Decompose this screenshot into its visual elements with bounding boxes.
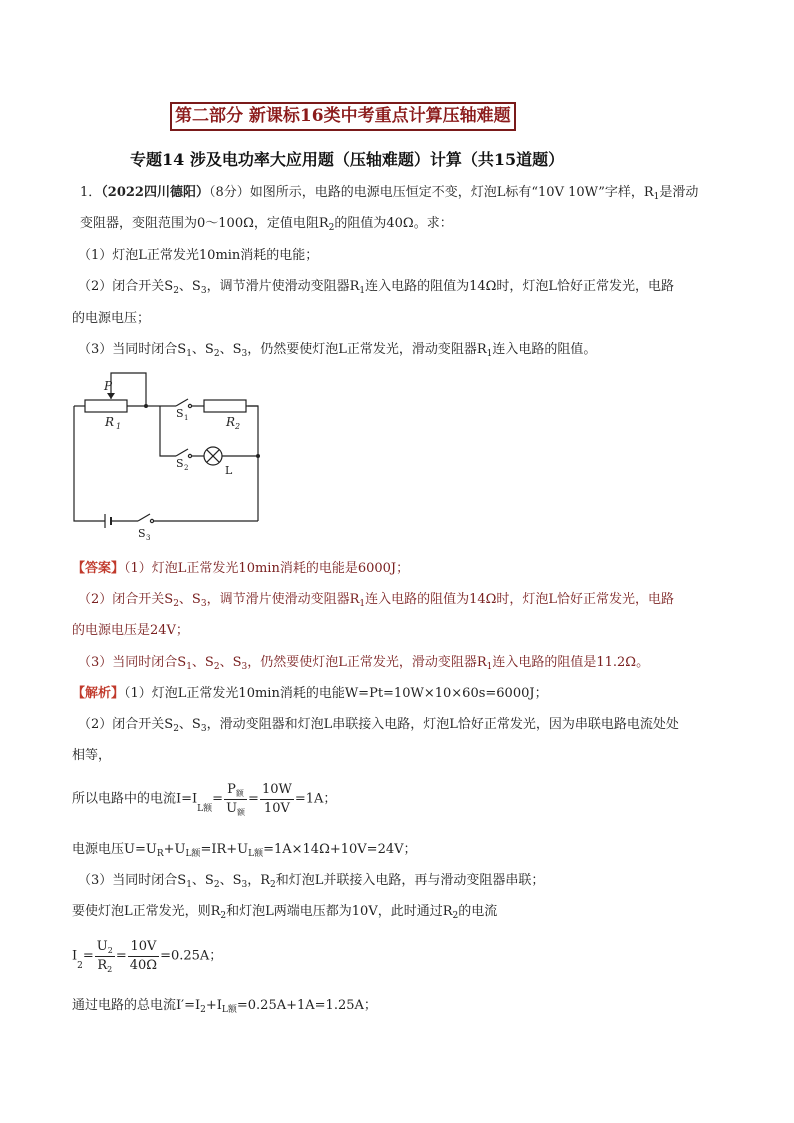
numerator bbox=[95, 938, 115, 957]
q-text: 、S bbox=[178, 279, 201, 294]
problem-number: 1． bbox=[80, 185, 102, 200]
analysis-line-2-cont: 相等， bbox=[72, 748, 112, 763]
subscript: 2 bbox=[107, 965, 113, 974]
denominator bbox=[95, 957, 115, 975]
answer-line-2 bbox=[78, 592, 674, 608]
q-text: ，仍然要使灯泡L正常发光，滑动变阻器R bbox=[247, 342, 487, 357]
subscript: L额 bbox=[248, 849, 264, 859]
answer-line-3 bbox=[78, 655, 649, 671]
analysis-text: 、S bbox=[219, 873, 242, 888]
subscript: 1 bbox=[186, 662, 192, 672]
q-text: 、S bbox=[219, 342, 242, 357]
subscript: 1 bbox=[486, 349, 493, 359]
equation-text: +I bbox=[205, 998, 222, 1013]
subscript: 3 bbox=[200, 286, 207, 296]
current-equation bbox=[72, 781, 336, 818]
label-s3: S bbox=[138, 527, 146, 540]
numerator: 10W bbox=[260, 781, 294, 800]
analysis-line-2 bbox=[78, 717, 679, 733]
subscript: 2 bbox=[173, 724, 179, 734]
subscript: 2 bbox=[173, 599, 179, 609]
fraction-p-over-u bbox=[224, 781, 247, 818]
label-s1: S bbox=[176, 407, 184, 420]
equals: = bbox=[115, 948, 127, 964]
answer-text: ，仍然要使灯泡L正常发光，滑动变阻器R bbox=[247, 655, 487, 670]
analysis-tag: 【解析】 bbox=[72, 686, 125, 701]
switch-s3-blade bbox=[138, 514, 150, 521]
answer-text: 连入电路的阻值为14Ω时，灯泡L恰好正常发光，电路 bbox=[365, 592, 675, 607]
i2-equation bbox=[72, 938, 222, 975]
part-title: 第二部分 新课标16类中考重点计算压轴难题 bbox=[170, 102, 516, 131]
problem-source: （2022四川德阳） bbox=[101, 185, 209, 200]
equation-text: =1A×14Ω+10V=24V； bbox=[263, 842, 417, 857]
question-1: （1）灯泡L正常发光10min消耗的电能； bbox=[78, 248, 319, 263]
answer-text: （1）灯泡L正常发光10min消耗的电能是6000J； bbox=[124, 561, 410, 576]
subscript: R bbox=[156, 849, 164, 859]
subscript: L额 bbox=[197, 804, 213, 814]
switch-s2-blade bbox=[176, 449, 188, 456]
symbol: U bbox=[96, 939, 108, 954]
label-l: L bbox=[225, 464, 233, 477]
analysis-text: 和灯泡L两端电压都为10V，此时通过R bbox=[226, 904, 453, 919]
subscript: 1 bbox=[186, 880, 192, 890]
subscript: 1 bbox=[653, 192, 660, 202]
subscript: L额 bbox=[185, 849, 201, 859]
subscript: 3 bbox=[200, 724, 207, 734]
numerator: 10V bbox=[128, 938, 159, 957]
wire-branch-down bbox=[160, 406, 176, 456]
label-r1-sub: 1 bbox=[116, 422, 122, 431]
subscript: 1 bbox=[486, 662, 493, 672]
analysis-text: （1）灯泡L正常发光10min消耗的电能W=Pt=10W×10×60s=6000J； bbox=[124, 686, 548, 701]
stem-text: 变阻器，变阻范围为0～100Ω，定值电阻R bbox=[80, 216, 329, 231]
denominator: 40Ω bbox=[129, 958, 158, 973]
switch-s2-contact bbox=[188, 454, 191, 457]
stem-text: 的阻值为40Ω。求： bbox=[334, 216, 453, 231]
stem-text: 如图所示，电路的电源电压恒定不变，灯泡L标有“10V 10W”字样，R bbox=[249, 185, 654, 200]
subscript: 3 bbox=[200, 599, 207, 609]
resistor-r2 bbox=[204, 400, 246, 412]
label-r2: R bbox=[226, 415, 236, 429]
switch-s1-blade bbox=[176, 399, 188, 406]
analysis-text: ，滑动变阻器和灯泡L串联接入电路，灯泡L恰好正常发光，因为串联电路电流处处 bbox=[206, 717, 679, 732]
subscript: 1 bbox=[359, 286, 366, 296]
answer-text: ，调节滑片使滑动变阻器R bbox=[206, 592, 360, 607]
problem-line-1 bbox=[80, 185, 698, 201]
analysis-text: 、S bbox=[191, 873, 214, 888]
label-s2: S bbox=[176, 457, 184, 470]
symbol: R bbox=[97, 958, 108, 973]
subscript: 2 bbox=[77, 961, 83, 971]
analysis-text: （2）闭合开关S bbox=[78, 717, 174, 732]
voltage-equation bbox=[72, 842, 417, 858]
numerator bbox=[224, 781, 247, 800]
q-text: （3）当同时闭合S bbox=[78, 342, 187, 357]
q-text: 连入电路的阻值。 bbox=[492, 342, 597, 357]
result: =0.25A； bbox=[160, 948, 223, 964]
total-current-equation bbox=[72, 998, 377, 1014]
answer-text: （2）闭合开关S bbox=[78, 592, 174, 607]
fraction-u2-over-r2 bbox=[95, 938, 115, 975]
result: =1A； bbox=[294, 791, 337, 807]
equation-text: 电源电压U=U bbox=[72, 842, 157, 857]
label-r2-sub: 2 bbox=[235, 422, 241, 431]
question-3 bbox=[78, 342, 596, 358]
subscript: 2 bbox=[270, 880, 276, 890]
symbol: U bbox=[226, 801, 238, 816]
switch-s1-contact bbox=[188, 404, 191, 407]
question-2 bbox=[78, 279, 674, 295]
q-text: 、S bbox=[191, 342, 214, 357]
problem-line-2 bbox=[80, 216, 453, 232]
equation-text: =0.25A+1A=1.25A； bbox=[236, 998, 377, 1013]
q-text: （2）闭合开关S bbox=[78, 279, 174, 294]
subscript: 2 bbox=[220, 911, 227, 921]
equation-text: 通过电路的总电流I′=I bbox=[72, 998, 201, 1013]
subscript: 3 bbox=[241, 662, 248, 672]
equation-text: +U bbox=[163, 842, 186, 857]
label-p: P bbox=[104, 379, 113, 393]
subscript: 2 bbox=[452, 911, 459, 921]
analysis-line-4 bbox=[72, 904, 497, 920]
fraction-10v-over-40ohm bbox=[128, 938, 159, 975]
q-text: ，调节滑片使滑动变阻器R bbox=[206, 279, 360, 294]
equation-text: =IR+U bbox=[200, 842, 249, 857]
symbol: P bbox=[227, 782, 236, 797]
answer-text: 、S bbox=[219, 655, 242, 670]
subscript: 2 bbox=[200, 1005, 206, 1015]
subscript: 1 bbox=[186, 349, 192, 359]
topic-title: 专题14 涉及电功率大应用题（压轴难题）计算（共15道题） bbox=[130, 150, 565, 169]
analysis-line-1 bbox=[72, 686, 548, 702]
symbol: I bbox=[72, 948, 78, 964]
fraction-10w-over-10v bbox=[260, 781, 294, 818]
subscript: 2 bbox=[107, 946, 113, 955]
answer-text: 、S bbox=[178, 592, 201, 607]
switch-s3-contact bbox=[150, 519, 153, 522]
label-s2-sub: 2 bbox=[184, 464, 189, 472]
equals: = bbox=[82, 948, 94, 964]
answer-line-1 bbox=[72, 561, 409, 577]
subscript: 2 bbox=[213, 880, 220, 890]
denominator: 10V bbox=[263, 801, 290, 816]
wire-left bbox=[74, 406, 105, 521]
label-r1: R bbox=[105, 415, 115, 429]
equals: = bbox=[248, 791, 259, 807]
analysis-text: （3）当同时闭合S bbox=[78, 873, 187, 888]
equation-text: 所以电路中的电流I=I bbox=[72, 791, 198, 807]
equals: = bbox=[212, 791, 224, 807]
analysis-text: 要使灯泡L正常发光，则R bbox=[72, 904, 221, 919]
resistor-r1 bbox=[85, 400, 127, 412]
problem-points: （8分） bbox=[208, 185, 250, 200]
q-text: 连入电路的阻值为14Ω时，灯泡L恰好正常发光，电路 bbox=[365, 279, 675, 294]
wire-right bbox=[248, 406, 258, 521]
analysis-text: 的电流 bbox=[458, 904, 498, 919]
subscript: 额 bbox=[235, 789, 244, 798]
answer-text: 连入电路的阻值是11.2Ω。 bbox=[492, 655, 650, 670]
answer-tag: 【答案】 bbox=[72, 561, 125, 576]
circuit-diagram bbox=[60, 368, 280, 548]
junction-dot bbox=[256, 454, 260, 458]
analysis-text: 、S bbox=[178, 717, 201, 732]
stem-text: 是滑动 bbox=[659, 185, 699, 200]
label-s1-sub: 1 bbox=[184, 414, 189, 422]
subscript: 1 bbox=[359, 599, 366, 609]
analysis-text: 和灯泡L并联接入电路，再与滑动变阻器串联； bbox=[275, 873, 545, 888]
junction-dot bbox=[144, 404, 148, 408]
subscript: L额 bbox=[221, 1005, 237, 1015]
denominator bbox=[224, 800, 247, 818]
answer-text: （3）当同时闭合S bbox=[78, 655, 187, 670]
subscript: 2 bbox=[213, 349, 220, 359]
answer-text: 、S bbox=[191, 655, 214, 670]
subscript: 3 bbox=[241, 880, 248, 890]
analysis-text: ，R bbox=[247, 873, 270, 888]
analysis-line-3 bbox=[78, 873, 544, 889]
slider-arrow bbox=[107, 393, 115, 399]
subscript: 3 bbox=[241, 349, 248, 359]
subscript: 额 bbox=[237, 808, 246, 817]
subscript: 2 bbox=[173, 286, 179, 296]
label-s3-sub: 3 bbox=[146, 534, 151, 542]
subscript: 2 bbox=[213, 662, 220, 672]
subscript: 2 bbox=[328, 223, 335, 233]
slider-wire bbox=[111, 373, 146, 406]
answer-line-2-cont: 的电源电压是24V； bbox=[72, 623, 189, 638]
question-2-cont: 的电源电压； bbox=[72, 311, 151, 326]
